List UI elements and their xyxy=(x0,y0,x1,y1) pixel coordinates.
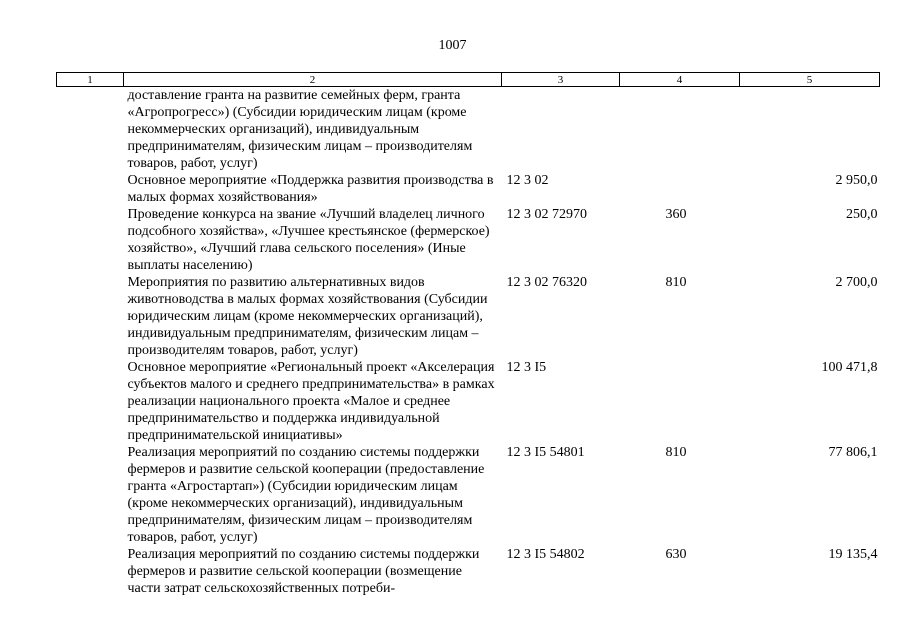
page-number: 1007 xyxy=(438,38,467,53)
row-expense-type: 810 xyxy=(665,445,687,460)
column-header-5: 5 xyxy=(740,73,880,87)
row-expense-type xyxy=(620,87,740,173)
row-amount: 100 471,8 xyxy=(821,360,878,375)
column-header-4: 4 xyxy=(620,73,740,87)
row-expense-type: 630 xyxy=(665,547,687,562)
column-header-3: 3 xyxy=(502,73,620,87)
row-description: доставление гранта на развитие семейных ферм, гранта «Агропрогресс») (Субсидии юридическим лицам (кроме некоммерческих организаций), индивидуальным предпринимателям, физическим лицам – производителям товаров, работ, услуг) xyxy=(127,88,473,171)
row-amount: 77 806,1 xyxy=(828,445,878,460)
row-description: Реализация мероприятий по созданию системы поддержки фермеров и развитие сельской кооперации (возмещение части затрат сельскохозяйственных потреби- xyxy=(127,547,480,596)
table-row xyxy=(57,172,880,206)
table-row xyxy=(57,274,880,359)
row-index-cell xyxy=(57,206,124,274)
row-expense-type: 810 xyxy=(665,275,687,290)
row-code: 12 3 02 xyxy=(506,173,549,188)
table-row xyxy=(57,444,880,546)
row-expense-type xyxy=(620,172,740,206)
column-header-2: 2 xyxy=(124,73,502,87)
row-expense-type: 360 xyxy=(665,207,687,222)
row-index-cell xyxy=(57,274,124,359)
row-description: Реализация мероприятий по созданию системы поддержки фермеров и развитие сельской кооперации (предоставление гранта «Агростартап») (Субсидии юридическим лицам (кроме некоммерческих организаций), индивидуальным предпринимателям, физическим лицам – производителям товаров, работ, услуг) xyxy=(127,445,485,545)
column-number-header-row xyxy=(57,73,880,87)
row-description: Проведение конкурса на звание «Лучший владелец личного подсобного хозяйства», «Лучшее крестьянское (фермерское) хозяйство», «Лучший глава сельского поселения» (Иные выплаты населению) xyxy=(127,207,490,273)
row-code: 12 3 I5 54801 xyxy=(506,445,585,460)
column-header-1: 1 xyxy=(57,73,124,87)
row-code: 12 3 02 72970 xyxy=(506,207,587,222)
row-code: 12 3 I5 54802 xyxy=(506,547,585,562)
row-description: Основное мероприятие «Поддержка развития производства в малых формах хозяйствования» xyxy=(127,173,494,205)
row-amount: 19 135,4 xyxy=(828,547,878,562)
table-row xyxy=(57,546,880,597)
row-index-cell xyxy=(57,359,124,444)
table-row xyxy=(57,87,880,173)
row-amount: 2 950,0 xyxy=(835,173,878,188)
row-code: 12 3 02 76320 xyxy=(506,275,587,290)
row-description: Основное мероприятие «Региональный проект «Акселерация субъектов малого и среднего предпринимательства» в рамках реализации национального проекта «Малое и среднее предпринимательство и поддержка индивидуальной предпринимательской инициативы» xyxy=(127,360,495,443)
row-index-cell xyxy=(57,546,124,597)
row-amount: 2 700,0 xyxy=(835,275,878,290)
row-amount xyxy=(740,87,880,173)
row-expense-type xyxy=(620,359,740,444)
row-index-cell xyxy=(57,172,124,206)
table-row xyxy=(57,206,880,274)
table-row xyxy=(57,359,880,444)
row-description: Мероприятия по развитию альтернативных видов животноводства в малых формах хозяйствования (Субсидии юридическим лицам (кроме некоммерческих организаций), индивидуальным предпринимателям, физическим лицам – производителям товаров, работ, услуг) xyxy=(127,275,488,358)
row-index-cell xyxy=(57,444,124,546)
budget-table xyxy=(56,72,880,597)
row-amount: 250,0 xyxy=(846,207,878,222)
row-index-cell xyxy=(57,87,124,173)
row-code: 12 3 I5 xyxy=(506,360,547,375)
row-code xyxy=(502,87,620,173)
